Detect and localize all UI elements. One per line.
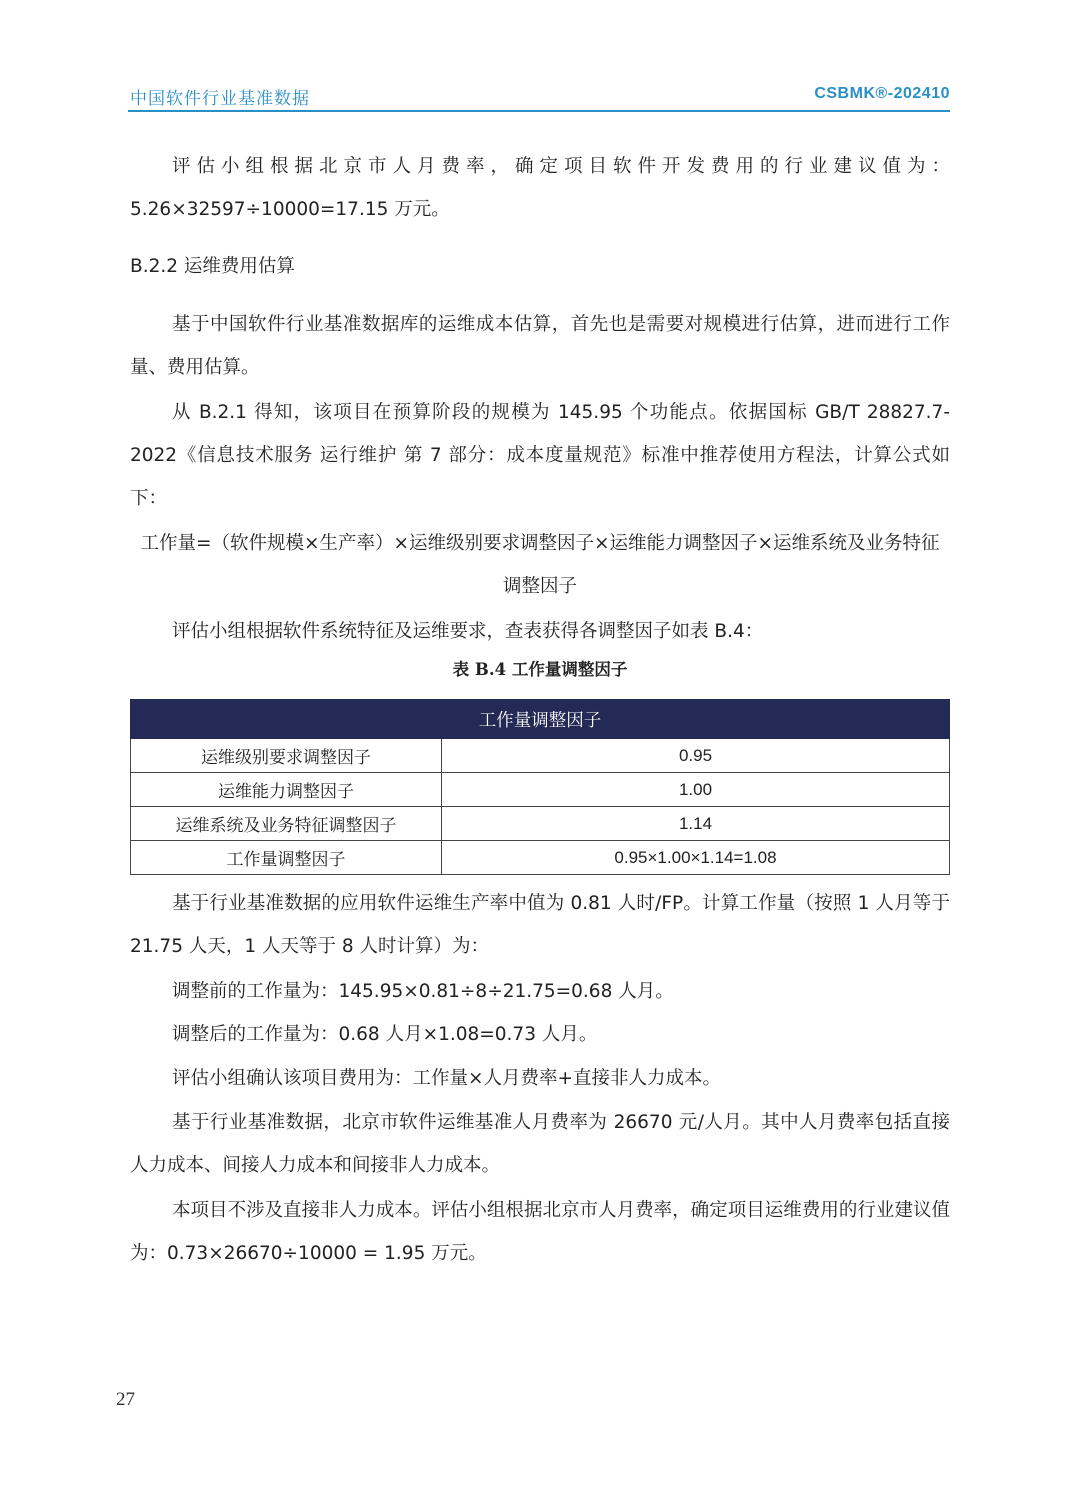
factor-value: 0.95 [442,739,950,773]
paragraph-ops-cost: 本项目不涉及直接非人力成本。评估小组根据北京市人月费率，确定项目运维费用的行业建议值为：0.73×26670÷10000 = 1.95 万元。 [130,1200,950,1264]
paragraph-intro: 基于中国软件行业基准数据库的运维成本估算，首先也是需要对规模进行估算，进而进行工作量、费用估算。 [130,314,950,378]
paragraph-productivity: 基于行业基准数据的应用软件运维生产率中值为 0.81 人时/FP。计算工作量（按照 1 人月等于 21.75 人天，1 人天等于 8 人时计算）为： [130,893,950,957]
factor-value: 1.14 [442,807,950,841]
factor-name: 运维级别要求调整因子 [131,739,442,773]
formula: 工作量=（软件规模×生产率）×运维级别要求调整因子×运维能力调整因子×运维系统及业务特征调整因子 [140,533,940,597]
paragraph-effort-after: 调整后的工作量为：0.68 人月×1.08=0.73 人月。 [172,1024,598,1045]
paragraph-rate: 基于行业基准数据，北京市软件运维基准人月费率为 26670 元/人月。其中人月费率包括直接人力成本、间接人力成本和间接非人力成本。 [130,1112,950,1176]
table-row [131,807,950,841]
factor-name: 工作量调整因子 [131,841,442,875]
factor-name: 运维能力调整因子 [131,773,442,807]
factor-value: 1.00 [442,773,950,807]
paragraph-lookup: 评估小组根据软件系统特征及运维要求，查表获得各调整因子如表 B.4： [172,621,764,642]
table-row [131,739,950,773]
table-row [131,841,950,875]
page-header [128,84,950,112]
factor-value: 0.95×1.00×1.14=1.08 [442,841,950,875]
section-heading: B.2.2 运维费用估算 [130,256,295,277]
paragraph-standard: 从 B.2.1 得知，该项目在预算阶段的规模为 145.95 个功能点。依据国标 GB/T 28827.7-2022《信息技术服务 运行维护 第 7 部分：成本度量规范》标准中推荐使用方程法，计算公式如下： [130,402,950,509]
table-caption: 表 B.4 工作量调整因子 [452,660,628,679]
adjustment-factor-table [130,699,950,875]
factor-name: 运维系统及业务特征调整因子 [131,807,442,841]
header-code: CSBMK®-202410 [814,85,950,102]
paragraph-cost-formula: 评估小组确认该项目费用为：工作量×人月费率+直接非人力成本。 [172,1068,722,1089]
header-title: 中国软件行业基准数据 [130,89,310,109]
table-header: 工作量调整因子 [131,700,950,739]
paragraph-dev-cost: 评估小组根据北京市人月费率，确定项目软件开发费用的行业建议值为：5.26×32597÷10000=17.15 万元。 [130,156,950,220]
paragraph-effort-before: 调整前的工作量为：145.95×0.81÷8÷21.75=0.68 人月。 [172,981,674,1002]
page-number: 27 [116,1389,135,1410]
table-row [131,773,950,807]
